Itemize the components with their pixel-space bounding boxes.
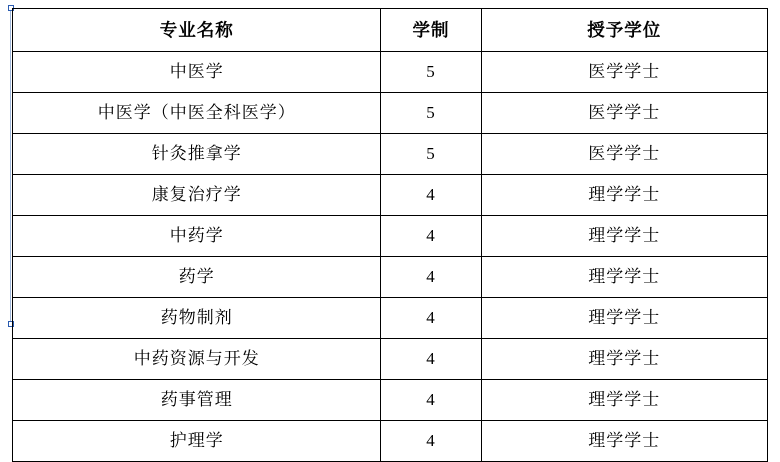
cell-duration: 4: [381, 216, 481, 257]
cell-duration: 4: [381, 339, 481, 380]
cell-major-name: 药事管理: [13, 380, 381, 421]
cell-duration: 5: [381, 52, 481, 93]
cell-major-name: 护理学: [13, 421, 381, 462]
cell-duration: 5: [381, 134, 481, 175]
cell-degree: 理学学士: [481, 298, 767, 339]
cell-duration: 4: [381, 257, 481, 298]
cell-duration: 4: [381, 380, 481, 421]
cell-major-name: 中医学: [13, 52, 381, 93]
table-row: [13, 93, 768, 134]
cell-duration: 5: [381, 93, 481, 134]
table-row: [13, 380, 768, 421]
cell-major-name: 中药资源与开发: [13, 339, 381, 380]
cell-degree: 理学学士: [481, 380, 767, 421]
table-row: [13, 216, 768, 257]
table-row: [13, 175, 768, 216]
cell-major-name: 药学: [13, 257, 381, 298]
cell-degree: 理学学士: [481, 175, 767, 216]
cell-degree: 理学学士: [481, 339, 767, 380]
cell-duration: 4: [381, 175, 481, 216]
major-table-container: [12, 8, 768, 462]
cell-major-name: 针灸推拿学: [13, 134, 381, 175]
table-header: [13, 9, 768, 52]
cell-major-name: 药物制剂: [13, 298, 381, 339]
table-row: [13, 257, 768, 298]
table-row: [13, 134, 768, 175]
table-row: [13, 52, 768, 93]
table-row: [13, 298, 768, 339]
cell-duration: 4: [381, 421, 481, 462]
table-row: [13, 421, 768, 462]
major-table: [12, 8, 768, 462]
cell-degree: 理学学士: [481, 257, 767, 298]
cell-degree: 医学学士: [481, 52, 767, 93]
column-header-major-name: 专业名称: [13, 9, 381, 52]
cell-degree: 理学学士: [481, 421, 767, 462]
table-row: [13, 339, 768, 380]
cell-major-name: 中药学: [13, 216, 381, 257]
cell-major-name: 中医学（中医全科医学）: [13, 93, 381, 134]
cell-duration: 4: [381, 298, 481, 339]
column-header-degree: 授予学位: [481, 9, 767, 52]
table-selection-guide: [10, 8, 11, 324]
table-body: [13, 52, 768, 462]
table-header-row: [13, 9, 768, 52]
column-header-duration: 学制: [381, 9, 481, 52]
cell-degree: 医学学士: [481, 134, 767, 175]
cell-degree: 理学学士: [481, 216, 767, 257]
cell-degree: 医学学士: [481, 93, 767, 134]
cell-major-name: 康复治疗学: [13, 175, 381, 216]
